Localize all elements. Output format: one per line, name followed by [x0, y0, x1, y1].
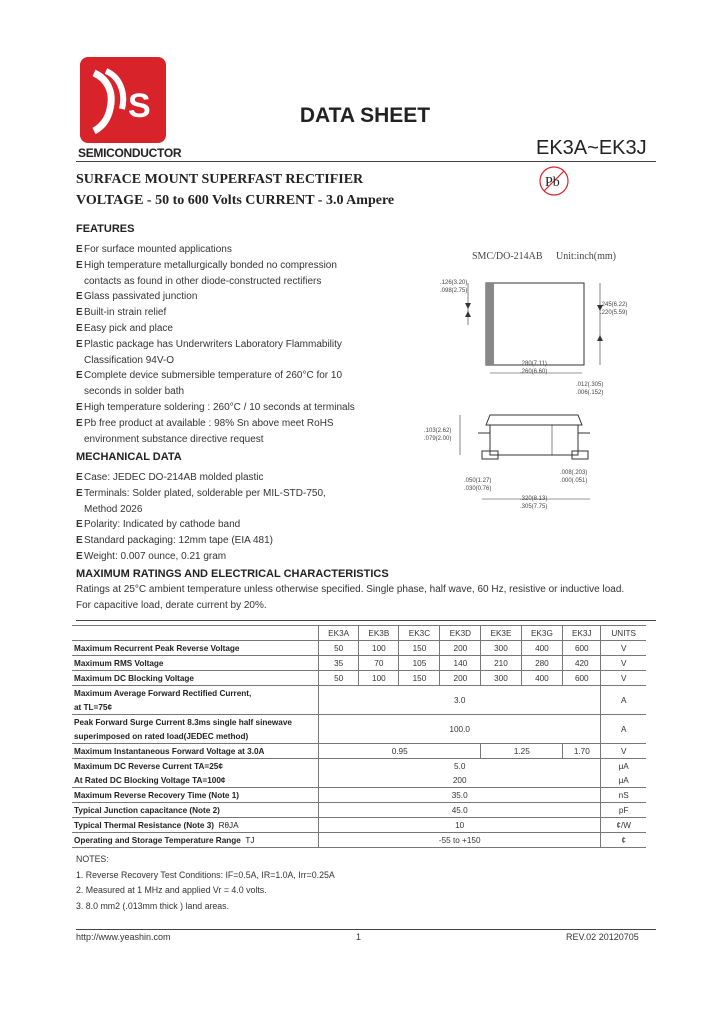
list-item	[76, 337, 376, 353]
table-cell: 100.0	[319, 715, 601, 744]
bullet-glyph: E	[76, 550, 83, 562]
list-item	[76, 517, 376, 533]
row-label: Maximum Average Forward Rectified Current,	[72, 686, 319, 701]
table-header-cell: EK3B	[359, 626, 399, 641]
product-ratings: VOLTAGE - 50 to 600 Volts CURRENT - 3.0 Ampere	[76, 193, 395, 208]
table-cell: 600	[563, 671, 601, 686]
table-header-cell: EK3E	[481, 626, 521, 641]
footer-url[interactable]: http://www.yeashin.com	[76, 932, 171, 942]
dim-label: .079(2.00)	[424, 436, 452, 442]
bullet-glyph: E	[76, 370, 83, 382]
table-row	[72, 773, 646, 788]
table-cell: 150	[399, 671, 440, 686]
unit-cell: A	[601, 686, 646, 715]
table-cell: 45.0	[319, 803, 601, 818]
row-label: Typical Thermal Resistance (Note 3)	[74, 820, 214, 830]
list-item-text: High temperature soldering : 260°C / 10 seconds at terminals	[84, 401, 355, 413]
table-cell: 3.0	[319, 686, 601, 715]
table-cell: 50	[319, 641, 359, 656]
unit-cell: ¢/W	[601, 818, 646, 833]
list-item	[76, 258, 376, 274]
dim-label: .260(6.60)	[520, 369, 548, 375]
list-item-text: Glass passivated junction	[84, 291, 198, 303]
list-item-text: Pb free product at available : 98% Sn above meet RoHS	[84, 417, 334, 429]
list-item	[76, 533, 376, 549]
unit-label: Unit:inch(mm)	[556, 251, 616, 262]
table-cell: 1.70	[563, 744, 601, 759]
svg-text:S: S	[128, 87, 151, 125]
row-label: Typical Junction capacitance (Note 2)	[72, 803, 319, 818]
table-cell: 200	[440, 641, 481, 656]
table-header-cell: EK3D	[440, 626, 481, 641]
svg-text:Pb: Pb	[545, 175, 560, 190]
list-item-text: contacts as found in other diode-constructed rectifiers	[84, 275, 322, 287]
bullet-glyph: E	[76, 487, 83, 499]
dim-label: .006(.152)	[576, 390, 604, 396]
list-item-text: Standard packaging: 12mm tape (EIA 481)	[84, 535, 274, 547]
list-item-text: Method 2026	[84, 503, 143, 515]
list-item-text: For surface mounted applications	[84, 244, 232, 255]
list-item-text: Complete device submersible temperature of 260°C for 10	[84, 370, 343, 382]
unit-cell: pF	[601, 803, 646, 818]
list-item-text: High temperature metallurgically bonded no compression	[84, 259, 337, 271]
bullet-glyph: E	[76, 417, 83, 429]
list-item-text: Plastic package has Underwriters Laboratory Flammability	[84, 338, 342, 350]
list-item	[76, 289, 376, 305]
unit-cell: μA	[601, 773, 646, 788]
list-item	[76, 470, 376, 486]
table-cell: 105	[399, 656, 440, 671]
list-item	[76, 384, 376, 400]
table-cell: 300	[481, 671, 521, 686]
company-logo	[80, 57, 166, 143]
bullet-glyph: E	[76, 307, 83, 319]
list-item	[76, 353, 376, 369]
list-item	[76, 400, 376, 416]
list-item	[76, 305, 376, 321]
footer-divider	[76, 929, 656, 930]
dim-label: .245(6.22)	[600, 302, 628, 308]
header-divider	[76, 161, 656, 162]
dim-label: .220(5.59)	[600, 310, 628, 316]
table-row	[72, 715, 646, 730]
bullet-glyph: E	[76, 519, 83, 531]
table-cell: 5.0	[319, 759, 601, 774]
dim-label: .008(.203)	[560, 470, 588, 476]
table-header-cell: EK3A	[319, 626, 359, 641]
list-item	[76, 274, 376, 290]
table-header-cell	[72, 626, 319, 641]
list-item	[76, 416, 376, 432]
list-item-text: Polarity: Indicated by cathode band	[84, 519, 241, 531]
table-cell: 140	[440, 656, 481, 671]
dim-label: .012(.305)	[576, 382, 604, 388]
row-label: Peak Forward Surge Current 8.3ms single half sinewave	[72, 715, 319, 730]
table-cell: 1.25	[481, 744, 563, 759]
unit-cell: V	[601, 641, 646, 656]
unit-cell: μA	[601, 759, 646, 774]
table-cell: 50	[319, 671, 359, 686]
unit-cell: V	[601, 744, 646, 759]
table-row	[72, 759, 646, 774]
ratings-heading: MAXIMUM RATINGS AND ELECTRICAL CHARACTERISTICS	[76, 568, 389, 580]
row-label-cell	[72, 833, 319, 848]
table-header-cell: UNITS	[601, 626, 646, 641]
notes-section	[76, 852, 335, 914]
table-row	[72, 818, 646, 833]
ratings-derate-note: For capacitive load, derate current by 20%.	[76, 600, 267, 611]
dim-label: .126(3.20)	[440, 280, 468, 286]
row-symbol: TJ	[245, 835, 255, 845]
row-label: At Rated DC Blocking Voltage TA=100¢	[72, 773, 319, 788]
bullet-glyph: E	[76, 535, 83, 547]
table-row	[72, 803, 646, 818]
list-item-text: Easy pick and place	[84, 322, 173, 334]
row-label: Maximum DC Reverse Current TA=25¢	[72, 759, 319, 774]
note-item: 1. Reverse Recovery Test Conditions: IF=0.5A, IR=1.0A, Irr=0.25A	[76, 869, 335, 880]
row-symbol: RθJA	[218, 820, 239, 830]
table-cell: 600	[563, 641, 601, 656]
row-label: Operating and Storage Temperature Range	[74, 835, 241, 845]
logo-mark-icon	[80, 57, 166, 143]
table-row	[72, 833, 646, 848]
list-item-text: Weight: 0.007 ounce, 0.21 gram	[84, 550, 227, 562]
table-cell: 35.0	[319, 788, 601, 803]
table-row	[72, 788, 646, 803]
table-cell: 400	[521, 641, 563, 656]
table-cell: 10	[319, 818, 601, 833]
table-cell: 200	[319, 773, 601, 788]
table-cell: 280	[521, 656, 563, 671]
list-item-text: environment substance directive request	[84, 433, 264, 445]
bullet-glyph: E	[76, 338, 83, 350]
dim-label: .103(2.62)	[424, 428, 452, 434]
table-cell: 210	[481, 656, 521, 671]
table-cell: 420	[563, 656, 601, 671]
mechanical-list	[76, 470, 376, 565]
row-label: Maximum Recurrent Peak Reverse Voltage	[72, 641, 319, 656]
table-cell: 35	[319, 656, 359, 671]
table-header-cell: EK3J	[563, 626, 601, 641]
dim-label: .320(8.13)	[520, 496, 548, 502]
note-item: 3. 8.0 mm2 (.013mm thick ) land areas.	[76, 900, 230, 911]
table-cell: 400	[521, 671, 563, 686]
package-label: SMC/DO-214AB	[472, 251, 543, 262]
dim-label: .098(2.75)	[440, 288, 468, 294]
ratings-table	[72, 625, 646, 848]
features-list	[76, 242, 376, 447]
row-label: Maximum Reverse Recovery Time (Note 1)	[72, 788, 319, 803]
part-number: EK3A~EK3J	[536, 137, 647, 159]
row-label: at TL=75¢	[72, 700, 319, 715]
list-item-text: seconds in solder bath	[84, 386, 185, 398]
table-cell: -55 to +150	[319, 833, 601, 848]
table-cell: 150	[399, 641, 440, 656]
features-heading: FEATURES	[76, 223, 135, 235]
list-item	[76, 502, 376, 518]
row-label: Maximum RMS Voltage	[72, 656, 319, 671]
bullet-glyph: E	[76, 322, 83, 334]
table-row	[72, 686, 646, 701]
unit-cell: A	[601, 715, 646, 744]
mechanical-heading: MECHANICAL DATA	[76, 451, 182, 463]
table-row	[72, 744, 646, 759]
table-header-row	[72, 626, 646, 641]
list-item	[76, 432, 376, 448]
logo-caption: SEMICONDUCTOR	[78, 146, 182, 160]
table-row	[72, 671, 646, 686]
table-cell: 100	[359, 671, 399, 686]
list-item-text: Terminals: Solder plated, solderable per MIL-STD-750,	[84, 487, 326, 499]
table-cell: 0.95	[319, 744, 481, 759]
table-cell: 70	[359, 656, 399, 671]
ratings-conditions: Ratings at 25°C ambient temperature unless otherwise specified. Single phase, half wave, 60 Hz, resistive or inductive load.	[76, 584, 625, 595]
revision: REV.02 20120705	[566, 932, 639, 942]
row-label: superimposed on rated load(JEDEC method)	[72, 729, 319, 744]
ratings-divider	[76, 620, 656, 621]
table-cell: 200	[440, 671, 481, 686]
table-cell: 100	[359, 641, 399, 656]
table-header-cell: EK3G	[521, 626, 563, 641]
list-item-text: Built-in strain relief	[84, 307, 167, 319]
row-label: Maximum Instantaneous Forward Voltage at 3.0A	[72, 744, 319, 759]
dim-label: .030(0.76)	[464, 486, 492, 492]
notes-heading: NOTES:	[76, 854, 109, 864]
note-item: 2. Measured at 1 MHz and applied Vr = 4.0 volts.	[76, 885, 267, 895]
table-cell: 300	[481, 641, 521, 656]
unit-cell: V	[601, 656, 646, 671]
bullet-glyph: E	[76, 259, 83, 271]
page-number: 1	[356, 932, 362, 942]
bullet-glyph: E	[76, 401, 83, 413]
list-item	[76, 549, 376, 565]
dim-label: .280(7.11)	[520, 361, 547, 367]
list-item-text: Case: JEDEC DO-214AB molded plastic	[84, 472, 264, 483]
list-item	[76, 368, 376, 384]
document-title: DATA SHEET	[299, 104, 431, 127]
row-label-cell	[72, 818, 319, 833]
pb-free-icon	[538, 165, 570, 197]
list-item	[76, 486, 376, 502]
dim-label: .050(1.27)	[464, 478, 492, 484]
bullet-glyph: E	[76, 244, 83, 255]
dim-label: .000(.051)	[560, 478, 588, 484]
dim-label: .305(7.75)	[520, 504, 548, 510]
row-label: Maximum DC Blocking Voltage	[72, 671, 319, 686]
list-item	[76, 242, 376, 258]
table-row	[72, 641, 646, 656]
unit-cell: nS	[601, 788, 646, 803]
table-header-cell: EK3C	[399, 626, 440, 641]
list-item	[76, 321, 376, 337]
unit-cell: ¢	[601, 833, 646, 848]
bullet-glyph: E	[76, 472, 83, 483]
product-title: SURFACE MOUNT SUPERFAST RECTIFIER	[76, 172, 364, 187]
unit-cell: V	[601, 671, 646, 686]
list-item-text: Classification 94V-O	[84, 354, 175, 366]
table-row	[72, 656, 646, 671]
bullet-glyph: E	[76, 291, 83, 303]
